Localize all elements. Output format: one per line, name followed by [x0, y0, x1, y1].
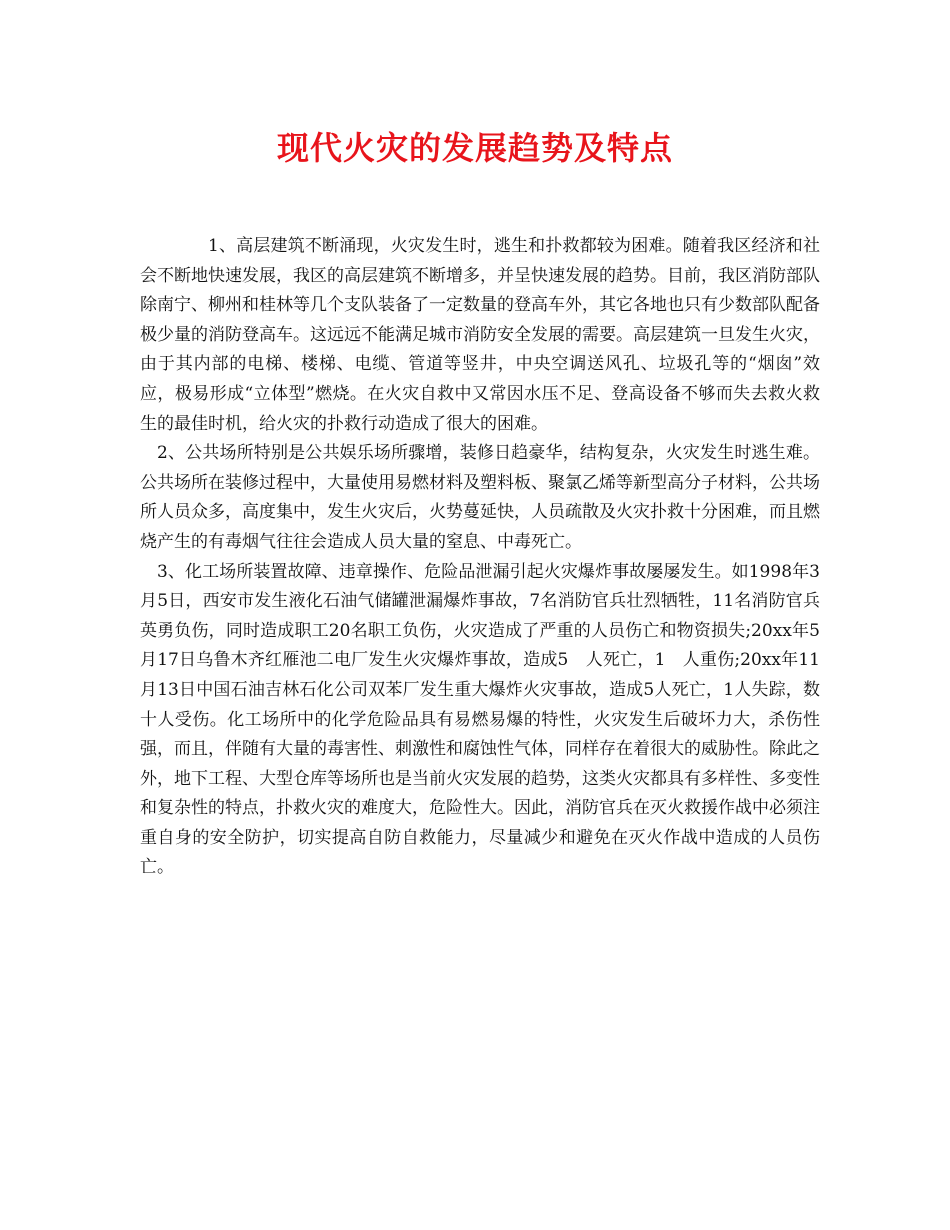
paragraph-3: 3、化工场所装置故障、违章操作、危险品泄漏引起火灾爆炸事故屡屡发生。如1998年3月5日，西安市发生液化石油气储罐泄漏爆炸事故，7名消防官兵壮烈牺牲，11名消防官兵英勇负伤，同时造成职工20名职工负伤，火灾造成了严重的人员伤亡和物资损失;20xx年5月17日乌鲁木齐红雁池二电厂发生火灾爆炸事故，造成5 人死亡，1 人重伤;20xx年11月13日中国石油吉林石化公司双苯厂发生重大爆炸火灾事故，造成5人死亡，1人失踪，数十人受伤。化工场所中的化学危险品具有易燃易爆的特性，火灾发生后破坏力大，杀伤性强，而且，伴随有大量的毒害性、刺激性和腐蚀性气体，同样存在着很大的威胁性。除此之外，地下工程、大型仓库等场所也是当前火灾发展的趋势，这类火灾都具有多样性、多变性和复杂性的特点，扑救火灾的难度大，危险性大。因此，消防官兵在灭火救援作战中必须注重自身的安全防护，切实提高自防自救能力，尽量减少和避免在灭火作战中造成的人员伤亡。 [140, 561, 820, 878]
page-title: 现代火灾的发展趋势及特点 [276, 129, 673, 167]
paragraph-1: 1、高层建筑不断涌现，火灾发生时，逃生和扑救都较为困难。随着我区经济和社会不断地快速发展，我区的高层建筑不断增多，并呈快速发展的趋势。目前，我区消防部队除南宁、柳州和桂林等几个支队装备了一定数量的登高车外，其它各地也只有少数部队配备极少量的消防登高车。这远远不能满足城市消防安全发展的需要。高层建筑一旦发生火灾，由于其内部的电梯、楼梯、电缆、管道等竖井，中央空调送风孔、垃圾孔等的“烟囱”效应，极易形成“立体型”燃烧。在火灾自救中又常因水压不足、登高设备不够而失去救火救生的最佳时机，给火灾的扑救行动造成了很大的困难。 [140, 236, 820, 434]
paragraph-2: 2、公共场所特别是公共娱乐场所骤增，装修日趋豪华，结构复杂，火灾发生时逃生难。公共场所在装修过程中，大量使用易燃材料及塑料板、聚氯乙烯等新型高分子材料，公共场所人员众多，高度集中，发生火灾后，火势蔓延快，人员疏散及火灾扑救十分困难，而且燃烧产生的有毒烟气往往会造成人员大量的窒息、中毒死亡。 [140, 443, 820, 552]
document-body [140, 232, 820, 883]
